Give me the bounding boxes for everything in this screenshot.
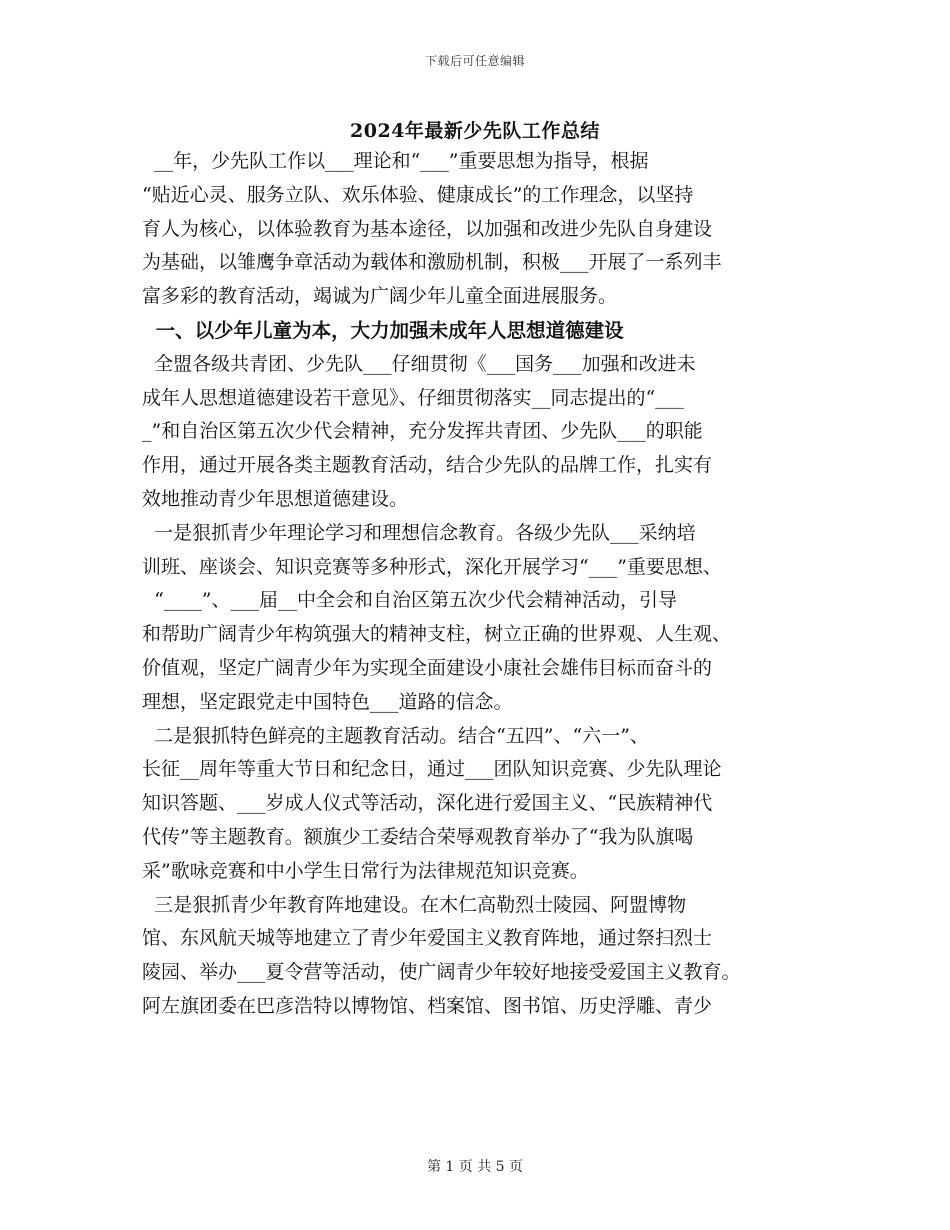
body-line: “贴近心灵、服务立队、欢乐体验、健康成长”的工作理念，以坚持 (142, 183, 694, 206)
body-line: 知识答题、___岁成人仪式等活动，深化进行爱国主义、“民族精神代 (142, 792, 713, 815)
body-line: 育人为核心，以体验教育为基本途径，以加强和改进少先队自身建设 (142, 217, 713, 240)
body-line: 和帮助广阔青少年构筑强大的精神支柱，树立正确的世界观、人生观、 (142, 623, 732, 646)
body-line: 三是狠抓青少年教育阵地建设。在木仁高勒烈士陵园、阿盟博物 (142, 893, 687, 916)
body-line: 为基础，以雏鹰争章活动为载体和激励机制，积极___开展了一系列丰 (142, 251, 722, 274)
body-line: __年，少先队工作以___理论和“___”重要思想为指导，根据 (142, 150, 649, 172)
body-line: 二是狠抓特色鲜亮的主题教育活动。结合“五四”、“六一”、 (142, 724, 649, 747)
body-line: 富多彩的教育活动，竭诚为广阔少年儿童全面进展服务。 (142, 285, 618, 308)
body-line: 采”歌咏竞赛和中小学生日常行为法律规范知识竞赛。 (142, 859, 589, 882)
body-line: 理想，坚定跟党走中国特色___道路的信念。 (142, 690, 513, 713)
body-line: 一是狠抓青少年理论学习和理想信念教育。各级少先队___采纳培 (142, 521, 696, 544)
body-line: 长征__周年等重大节日和纪念日，通过___团队知识竞赛、少先队理论 (142, 758, 722, 781)
section-heading: 一、以少年儿童为本，大力加强未成年人思想道德建设 (142, 318, 624, 342)
document-body (142, 145, 812, 1024)
body-line: 训班、座谈会、知识竞赛等多种形式，深化开展学习“___”重要思想、 (142, 555, 722, 578)
document-title: 2024年最新少先队工作总结 (350, 120, 600, 142)
body-line: 效地推动青少年思想道德建设。 (142, 487, 409, 510)
body-line: 成年人思想道德建设若干意见》、仔细贯彻落实__同志提出的“___ (142, 386, 684, 409)
body-line: 作用，通过开展各类主题教育活动，结合少先队的品牌工作，扎实有 (142, 454, 713, 477)
body-line: 全盟各级共青团、少先队___仔细贯彻《___国务___加强和改进未 (142, 352, 696, 375)
body-line: “____”、___届__中全会和自治区第五次少代会精神活动，引导 (142, 589, 678, 612)
body-line: _”和自治区第五次少代会精神，充分发挥共青团、少先队___的职能 (142, 420, 703, 443)
body-line: 阿左旗团委在巴彦浩特以博物馆、档案馆、图书馆、历史浮雕、青少 (142, 994, 713, 1017)
body-line: 馆、东风航天城等地建立了青少年爱国主义教育阵地，通过祭扫烈士 (142, 927, 713, 950)
body-line: 代传”等主题教育。额旗少工委结合荣辱观教育举办了“我为队旗喝 (142, 825, 694, 848)
body-line: 陵园、举办___夏令营等活动，使广阔青少年较好地接受爱国主义教育。 (142, 961, 741, 984)
header-note: 下载后可任意编辑 (424, 54, 525, 68)
body-line: 价值观，坚定广阔青少年为实现全面建设小康社会雄伟目标而奋斗的 (142, 656, 713, 679)
page-number: 第 1 页 共 5 页 (426, 1159, 524, 1175)
